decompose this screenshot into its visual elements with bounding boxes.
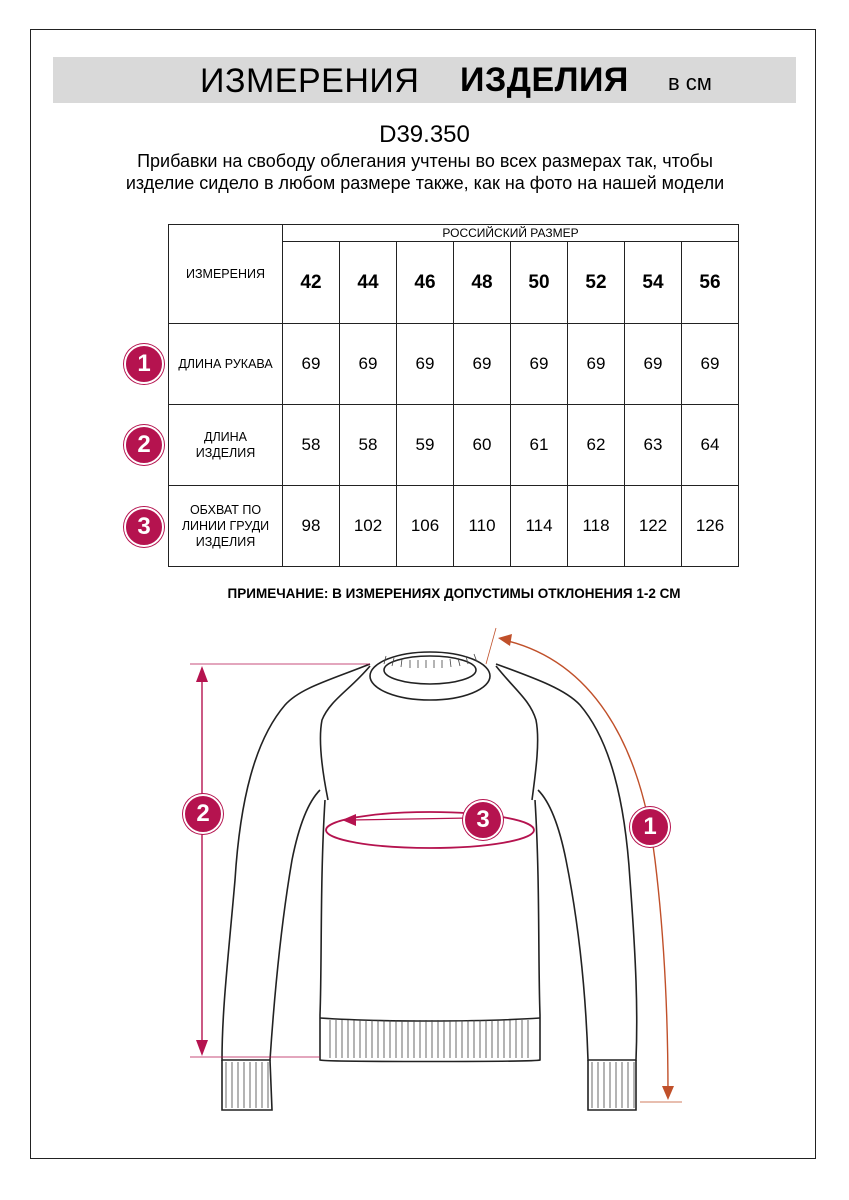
table-cell: 69 [340, 324, 397, 405]
article-number: D39.350 [379, 121, 470, 148]
table-cell: 63 [625, 405, 682, 486]
size-heading: 48 [454, 242, 511, 324]
measure-header: ИЗМЕРЕНИЯ [169, 225, 283, 324]
row-marker-3-badge: 3 [124, 507, 164, 547]
size-heading: 52 [568, 242, 625, 324]
row-label-text: ОБХВАТ ПО ЛИНИИ ГРУДИ ИЗДЕЛИЯ [181, 503, 270, 549]
length-measure-line [190, 664, 370, 1057]
table-cell: 69 [397, 324, 454, 405]
diagram-marker-2-badge: 2 [183, 794, 223, 834]
table-cell: 58 [283, 405, 340, 486]
table-cell: 69 [283, 324, 340, 405]
size-heading: 50 [511, 242, 568, 324]
table-cell: 98 [283, 486, 340, 567]
table-cell: 106 [397, 486, 454, 567]
diagram-marker-1-badge: 1 [630, 807, 670, 847]
size-heading: 56 [682, 242, 739, 324]
row-marker-2-badge: 2 [124, 425, 164, 465]
tolerance-note: ПРИМЕЧАНИЕ: В ИЗМЕРЕНИЯХ ДОПУСТИМЫ ОТКЛОНЕНИЯ 1-2 СМ [227, 586, 681, 601]
table-cell: 122 [625, 486, 682, 567]
title-item: ИЗДЕЛИЯ [460, 61, 629, 99]
size-heading: 42 [283, 242, 340, 324]
table-cell: 69 [454, 324, 511, 405]
table-cell: 114 [511, 486, 568, 567]
table-cell: 69 [625, 324, 682, 405]
table-cell: 118 [568, 486, 625, 567]
rib-texture [226, 654, 634, 1108]
row-label-text: ДЛИНА ИЗДЕЛИЯ [195, 430, 256, 460]
table-cell: 62 [568, 405, 625, 486]
table-cell: 69 [568, 324, 625, 405]
sleeve-measure-line [486, 628, 682, 1102]
table-cell: 61 [511, 405, 568, 486]
table-cell: 102 [340, 486, 397, 567]
size-system-header: РОССИЙСКИЙ РАЗМЕР [283, 225, 739, 242]
table-cell: 60 [454, 405, 511, 486]
row-label: ДЛИНА РУКАВА [169, 324, 283, 405]
intro-text: Прибавки на свободу облегания учтены во всех размерах так, чтобы изделие сидело в любом размере также, как на фото на нашей модели [125, 151, 725, 193]
size-heading: 46 [397, 242, 454, 324]
size-heading: 54 [625, 242, 682, 324]
sweater-outline [222, 652, 637, 1110]
table-cell: 59 [397, 405, 454, 486]
title-unit: в см [668, 70, 712, 95]
table-cell: 64 [682, 405, 739, 486]
table-cell: 58 [340, 405, 397, 486]
table-cell: 69 [682, 324, 739, 405]
size-heading: 44 [340, 242, 397, 324]
title-measure: ИЗМЕРЕНИЯ [200, 62, 420, 100]
row-marker-1-badge: 1 [124, 344, 164, 384]
table-cell: 69 [511, 324, 568, 405]
table-cell: 110 [454, 486, 511, 567]
table-cell: 126 [682, 486, 739, 567]
diagram-marker-3-badge: 3 [463, 800, 503, 840]
